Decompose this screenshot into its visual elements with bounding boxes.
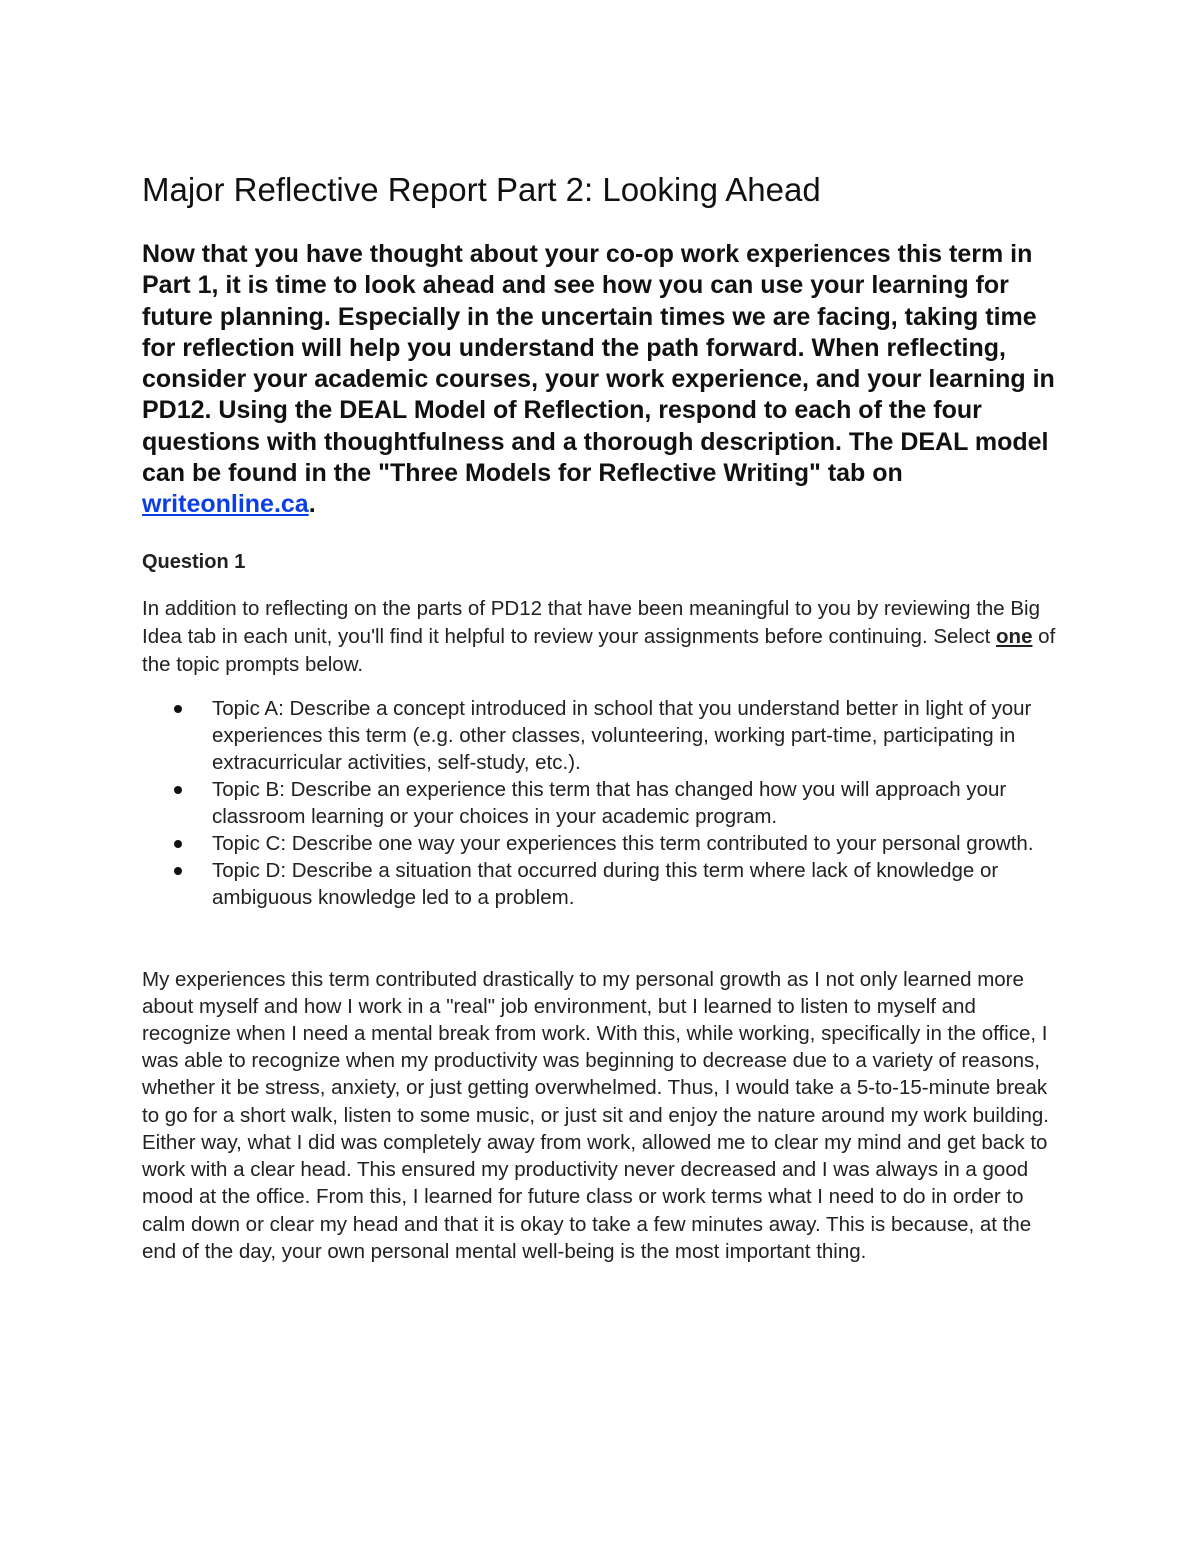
question-prompt (142, 595, 1062, 679)
topic-c-text: Topic C: Describe one way your experiences this term contributed to your personal growth. (212, 831, 1034, 855)
intro-text: Now that you have thought about your co-op work experiences this term in Part 1, it is time to look ahead and see how you can use your learning for future planning. Especially in the uncertain times we are facing, taking time for reflection will help you understand the path forward. When reflecting, consider your academic courses, your work experience, and your learning in PD12. Using the DEAL Model of Reflection, respond to each of the four questions with thoughtfulness and a thorough description. The DEAL model can be found in the "Three Models for Reflective Writing" tab on (142, 240, 1055, 488)
list-item (142, 695, 1062, 776)
intro-text-end: . (308, 490, 316, 519)
prompt-text-end: of the topic prompts below. (142, 624, 1056, 676)
list-item (142, 776, 1062, 830)
bullet-icon (174, 867, 182, 875)
list-item (142, 830, 1062, 857)
prompt-text: In addition to reflecting on the parts of PD12 that have been meaningful to you by reviewing the Big Idea tab in each unit, you'll find it helpful to review your assignments before continuing. Select (142, 596, 1041, 648)
document-title: Major Reflective Report Part 2: Looking Ahead (142, 171, 821, 208)
document-page (142, 168, 1062, 1265)
answer-paragraph: My experiences this term contributed drastically to my personal growth as I not only learned more about myself and how I work in a "real" job environment, but I learned to listen to myself and recognize when I need a mental break from work. With this, while working, specifically in the office, I was able to recognize when my productivity was beginning to decrease due to a variety of reasons, whether it be stress, anxiety, or just getting overwhelmed. Thus, I would take a 5-to-15-minute break to go for a short walk, listen to some music, or just sit and enjoy the nature around my work building. Either way, what I did was completely away from work, allowed me to clear my mind and get back to work with a clear head. This ensured my productivity never decreased and I was always in a good mood at the office. From this, I learned for future class or work terms what I need to do in order to calm down or clear my head and that it is okay to take a few minutes away. This is because, at the end of the day, your own personal mental well-being is the most important thing. (142, 967, 1049, 1263)
question-heading: Question 1 (142, 550, 246, 573)
bullet-icon (174, 786, 182, 794)
bullet-icon (174, 705, 182, 713)
intro-paragraph (142, 239, 1062, 521)
topic-d-text: Topic D: Describe a situation that occurred during this term where lack of knowledge or ambiguous knowledge led to a problem. (212, 858, 999, 909)
writeonline-link[interactable]: writeonline.ca (142, 490, 309, 519)
list-item (142, 857, 1062, 911)
prompt-emphasis: one (996, 624, 1033, 648)
bullet-icon (174, 840, 182, 848)
topic-b-text: Topic B: Describe an experience this term that has changed how you will approach your classroom learning or your choices in your academic program. (212, 777, 1007, 828)
topic-list (142, 695, 1062, 911)
topic-a-text: Topic A: Describe a concept introduced in school that you understand better in light of your experiences this term (e.g. other classes, volunteering, working part-time, participating in extracurricular activities, self-study, etc.). (212, 696, 1032, 774)
